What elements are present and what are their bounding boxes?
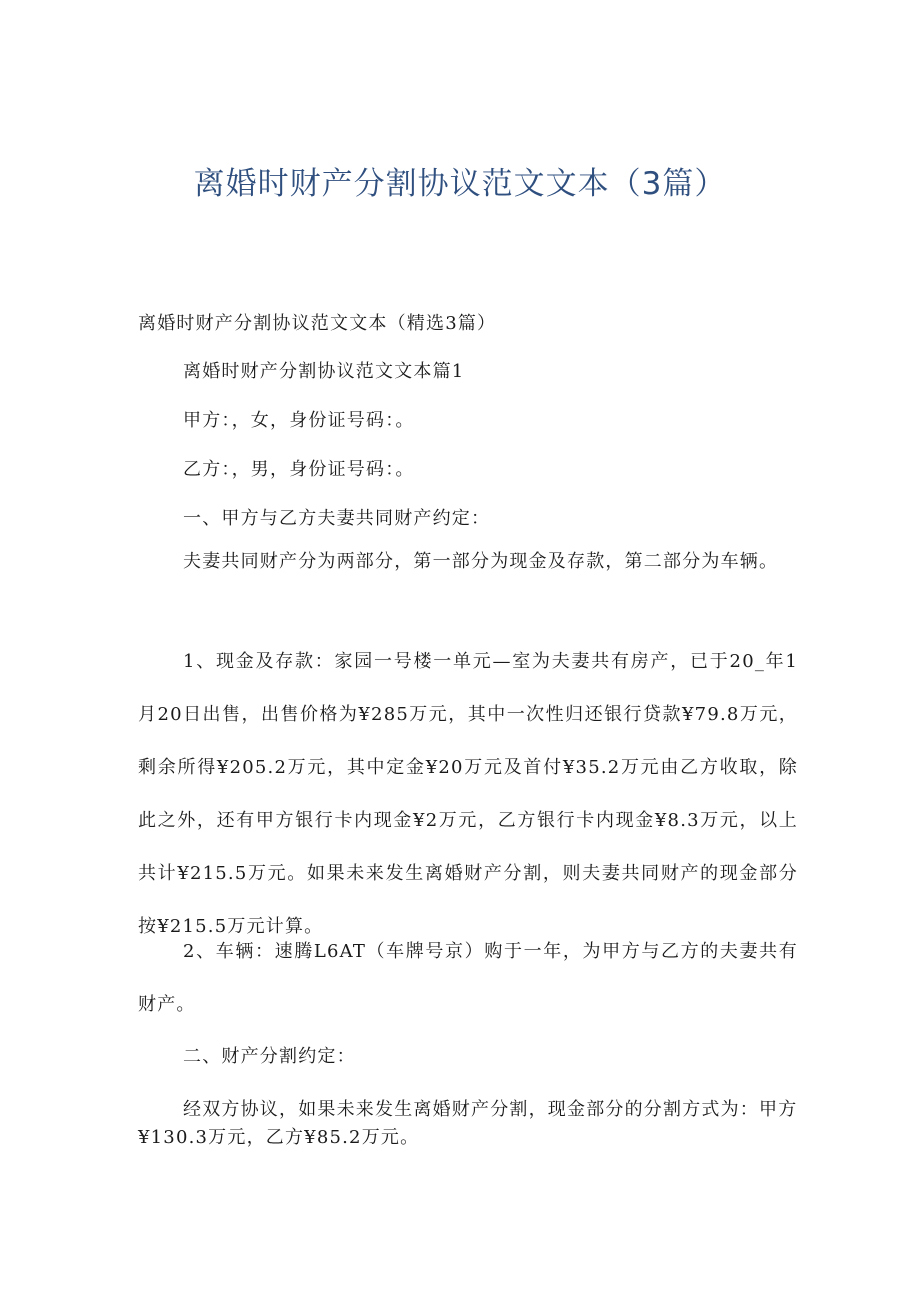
party-b-line: 乙方：，男，身份证号码：。 — [183, 459, 415, 480]
clause-2-text: 经双方协议，如果未来发生离婚财产分割，现金部分的分割方式为：甲方¥130.3万元，乙方¥85.2万元。 — [138, 1099, 798, 1148]
party-a-line: 甲方：，女，身份证号码：。 — [183, 410, 415, 431]
clause-1-intro: 夫妻共同财产分为两部分，第一部分为现金及存款，第二部分为车辆。 — [183, 551, 779, 572]
clause-1-item-vehicle: 2、车辆：速腾L6AT（车牌号京）购于一年，为甲方与乙方的夫妻共有财产。 — [138, 941, 798, 1015]
clause-2-heading: 二、财产分割约定： — [183, 1046, 356, 1067]
section-heading: 离婚时财产分割协议范文文本篇1 — [183, 361, 465, 382]
document-title: 离婚时财产分割协议范文文本（3篇） — [193, 166, 727, 202]
document-subtitle: 离婚时财产分割协议范文文本（精选3篇） — [138, 313, 497, 334]
clause-1-item-cash: 1、现金及存款：家园一号楼一单元—室为夫妻共有房产，已于20_年1月20日出售，出售价格为¥285万元，其中一次性归还银行贷款¥79.8万元，剩余所得¥205.2万元，其中定金¥20万元及首付¥35.2万元由乙方收取，除此之外，还有甲方银行卡内现金¥2万元，乙方银行卡内现金¥8.3万元，以上共计¥215.5万元。如果未来发生离婚财产分割，则夫妻共同财产的现金部分按¥215.5万元计算。 — [138, 651, 798, 937]
clause-1-heading: 一、甲方与乙方夫妻共同财产约定： — [183, 508, 491, 529]
